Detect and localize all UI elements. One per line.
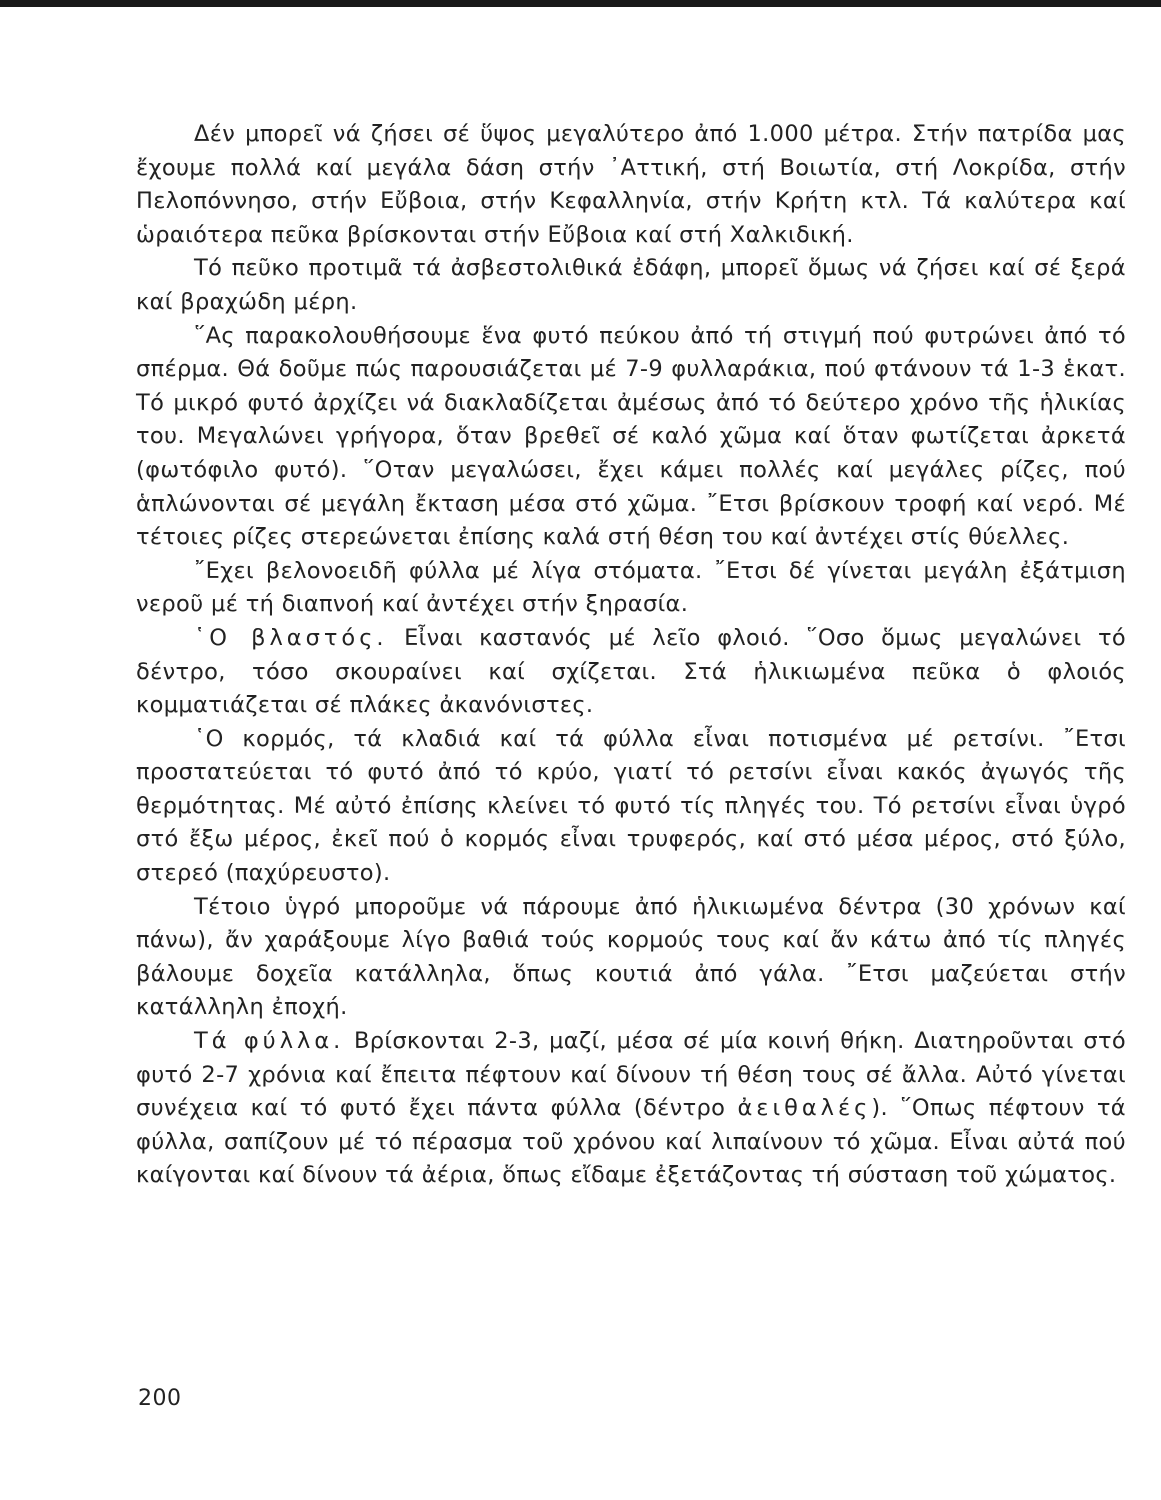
page-number: 200 <box>138 1386 182 1411</box>
section-heading-leaves: Τά φύλλα. <box>194 1028 345 1055</box>
section-heading-stem: ῾Ο βλαστός. <box>194 624 388 651</box>
paragraph-stem <box>136 622 1126 723</box>
paragraph-altitude-and-forests <box>136 118 1126 252</box>
paragraph-text: ῞Ας παρακολουθήσουμε ἕνα φυτό πεύκου ἀπό τή στιγμή πού φυτρώνει ἀπό τό σπέρμα. Θά δοῦμε πώς παρουσιάζεται μέ 7-9 φυλλαράκια, πού φτάνουν τά 1-3 ἑκατ. Τό μικρό φυτό ἀρχίζει νά διακλαδίζεται ἀμέσως ἀπό τό δεύτερο χρόνο τῆς ἡλικίας του. Μεγαλώνει γρήγορα, ὅταν βρεθεῖ σέ καλό χῶμα καί ὅταν φωτίζεται ἀρκετά (φωτόφιλο φυτό). ῞Οταν μεγαλώσει, ἔχει κάμει πολλές καί μεγάλες ρίζες, πού ἁπλώνονται σέ μεγάλη ἔκταση μέσα στό χῶμα. ῎Ετσι βρίσκουν τροφή καί νερό. Μέ τέτοιες ρίζες στερεώνεται ἐπίσης καλά στή θέση του καί ἀντέχει στίς θύελλες. <box>136 322 1126 551</box>
paragraph-text: Εἶναι καστανός μέ λεῖο φλοιό. ῞Οσο ὅμως μεγαλώνει τό δέντρο, τόσο σκουραίνει καί σχίζεται. Στά ἡλικιωμένα πεῦκα ὁ φλοιός κομματιάζεται σέ πλάκες ἀκανόνιστες. <box>136 624 1126 719</box>
paragraph-text: Τέτοιο ὑγρό μποροῦμε νά πάρουμε ἀπό ἡλικιωμένα δέντρα (30 χρόνων καί πάνω), ἄν χαράξουμε λίγο βαθιά τούς κορμούς τους καί ἄν κάτω ἀπό τίς πληγές βάλουμε δοχεῖα κατάλληλα, ὅπως κουτιά ἀπό γάλα. ῎Ετσι μαζεύεται στήν κατάλληλη ἐποχή. <box>136 893 1126 1021</box>
paragraph-text: ῎Εχει βελονοειδῆ φύλλα μέ λίγα στόματα. ῎Ετσι δέ γίνεται μεγάλη ἐξάτμιση νεροῦ μέ τή διαπνοή καί ἀντέχει στήν ξηρασία. <box>136 557 1126 618</box>
paragraph-soil-preference <box>136 252 1126 319</box>
paragraph-text: Δέν μπορεῖ νά ζήσει σέ ὕψος μεγαλύτερο ἀπό 1.000 μέτρα. Στήν πατρίδα μας ἔχουμε πολλά καί μεγάλα δάση στήν ᾿Αττική, στή Βοιωτία, στή Λοκρίδα, στήν Πελοπόννησο, στήν Εὔβοια, στήν Κεφαλληνία, στήν Κρήτη κτλ. Τά καλύτερα καί ὡραιότερα πεῦκα βρίσκονται στήν Εὔβοια καί στή Χαλκιδική. <box>136 121 1126 248</box>
emphasized-term: ἀειθαλές <box>737 1095 872 1122</box>
paragraph-resin-collection <box>136 891 1126 1025</box>
paragraph-text: ). ῞Οπως πέφτουν τά φύλλα, σαπίζουν μέ τό πέρασμα τοῦ χρόνου καί λιπαίνουν τό χῶμα. Εἶναι αὐτά πού καίγονται καί δίνουν τά ἀέρια, ὅπως εἴδαμε ἐξετάζοντας τή σύσταση τοῦ χώματος. <box>136 1095 1126 1189</box>
paragraph-text: Τό πεῦκο προτιμᾶ τά ἀσβεστολιθικά ἐδάφη, μπορεῖ ὅμως νά ζήσει καί σέ ξερά καί βραχώδη μέρη. <box>136 255 1126 315</box>
paragraph-seedling-growth <box>136 320 1126 555</box>
paragraph-text: Βρίσκονται 2-3, μαζί, μέσα σέ μία κοινή θήκη. Διατηροῦνται στό φυτό 2-7 χρόνια καί ἔπειτα πέφτουν καί δίνουν τή θέση τους σέ ἄλλα. Αὐτό γίνεται συνέχεια καί τό φυτό ἔχει πάντα φύλλα (δέντρο <box>136 1028 1126 1122</box>
paragraph-text: ῾Ο κορμός, τά κλαδιά καί τά φύλλα εἶναι ποτισμένα μέ ρετσίνι. ῎Ετσι προστατεύεται τό φυτό ἀπό τό κρύο, γιατί τό ρετσίνι εἶναι κακός ἀγωγός τῆς θερμότητας. Μέ αὐτό ἐπίσης κλείνει τό φυτό τίς πληγές του. Τό ρετσίνι εἶναι ὑγρό στό ἔξω μέρος, ἐκεῖ πού ὁ κορμός εἶναι τρυφερός, καί στό μέσα μέρος, στό ξύλο, στερεό (παχύρευστο). <box>136 725 1126 887</box>
page-body-text <box>136 118 1126 1193</box>
paragraph-needle-leaves <box>136 555 1126 622</box>
scan-top-edge <box>0 0 1161 7</box>
paragraph-resin <box>136 723 1126 891</box>
paragraph-leaves <box>136 1025 1126 1193</box>
